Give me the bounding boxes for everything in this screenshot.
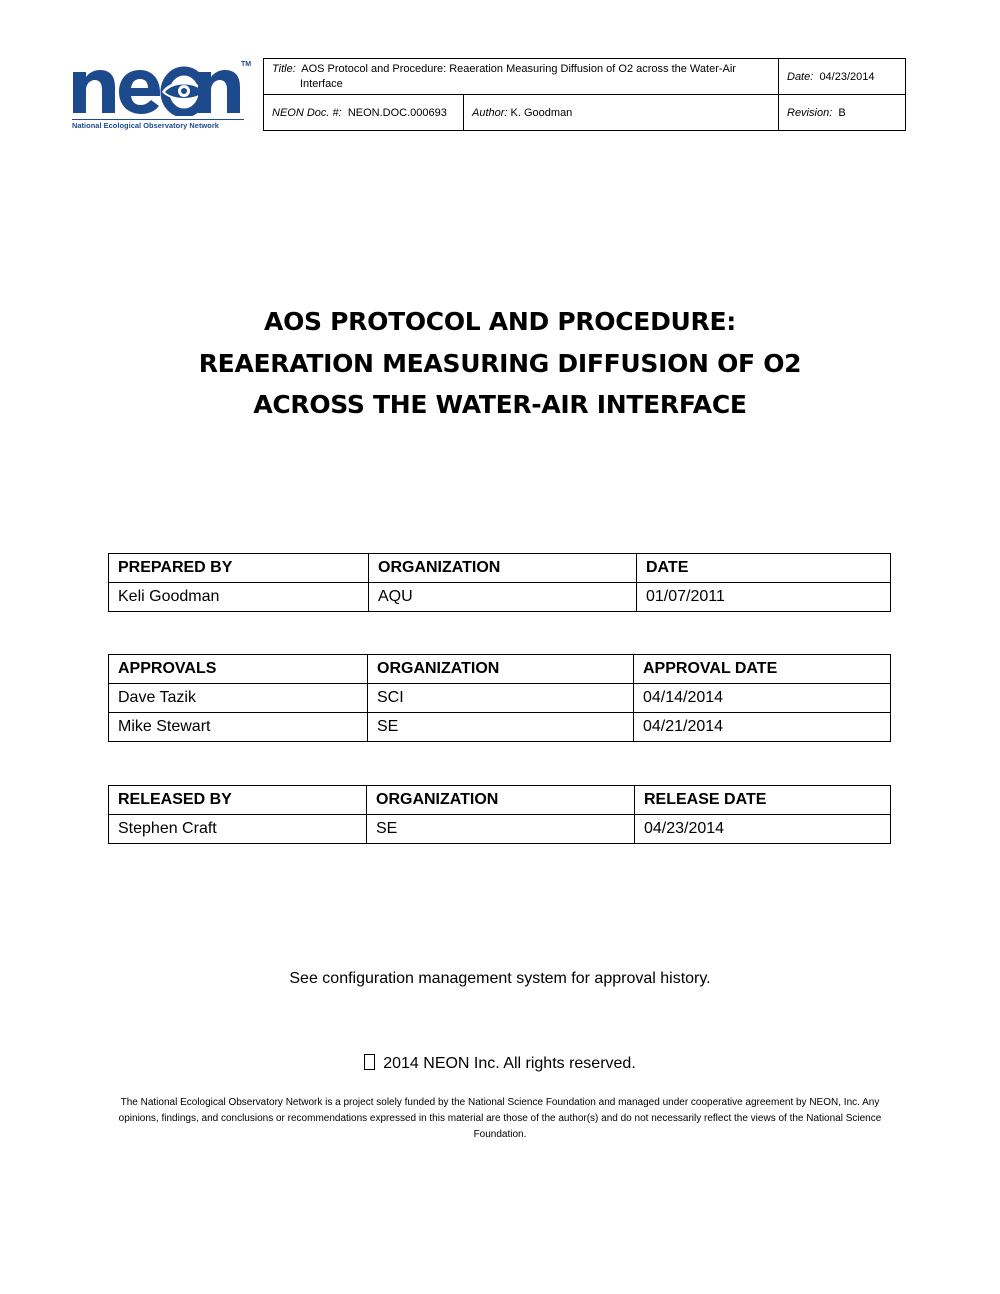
approval-name: Mike Stewart — [109, 713, 368, 742]
header-revision-value: B — [838, 106, 846, 119]
header-author-value: K. Goodman — [510, 106, 573, 119]
approval-date: 04/14/2014 — [634, 684, 891, 713]
document-title-line-3: ACROSS THE WATER-AIR INTERFACE — [253, 390, 747, 419]
approvals-header-date: APPROVAL DATE — [634, 655, 891, 684]
table-row — [109, 713, 891, 742]
approval-org: SE — [368, 713, 634, 742]
header-author-cell: Author: K. Goodman — [464, 95, 779, 131]
approvals-header-org: ORGANIZATION — [368, 655, 634, 684]
funding-disclaimer: The National Ecological Observatory Network is a project solely funded by the National Science Foundation and managed under cooperative agreement by NEON, Inc. Any opinions, findings, and conclusions or recommendations expressed in this material are those of the author(s) and do not necessarily reflect the views of the National Science Foundation. — [118, 1097, 882, 1140]
header-title-cell: Title: AOS Protocol and Procedure: Reaeration Measuring Diffusion of O2 across the Water-Air Interface — [264, 59, 779, 95]
header-doc-value: NEON.DOC.000693 — [347, 106, 447, 119]
prepared-name: Keli Goodman — [109, 583, 369, 612]
released-by-table — [108, 785, 891, 844]
header-date-value: 04/23/2014 — [819, 70, 875, 83]
neon-wordmark-graphic — [70, 58, 242, 116]
approvals-table — [108, 654, 891, 742]
table-row — [109, 684, 891, 713]
document-title-line-1: AOS PROTOCOL AND PROCEDURE: — [264, 307, 736, 336]
document-title — [0, 301, 1000, 426]
header-doc-label: NEON Doc. # — [272, 106, 339, 119]
header-revision-label: Revision — [787, 106, 830, 119]
released-name: Stephen Craft — [109, 815, 367, 844]
prepared-by-table — [108, 553, 891, 612]
approval-date: 04/21/2014 — [634, 713, 891, 742]
config-management-note: See configuration management system for approval history. — [289, 970, 711, 987]
released-header-org: ORGANIZATION — [367, 786, 635, 815]
copyright-symbol-icon — [364, 1054, 375, 1070]
released-date: 04/23/2014 — [635, 815, 891, 844]
document-title-line-2: REAERATION MEASURING DIFFUSION OF O2 — [198, 348, 802, 378]
approval-name: Dave Tazik — [109, 684, 368, 713]
released-header-name: RELEASED BY — [109, 786, 367, 815]
prepared-header-name: PREPARED BY — [109, 554, 369, 583]
header-title-label: Title — [272, 62, 293, 75]
copyright-line — [0, 1054, 1000, 1073]
header-date-label: Date — [787, 70, 811, 83]
table-row — [109, 583, 891, 612]
header-author-label: Author — [472, 106, 505, 119]
table-row — [109, 815, 891, 844]
prepared-date: 01/07/2011 — [637, 583, 891, 612]
prepared-header-org: ORGANIZATION — [369, 554, 637, 583]
trademark-mark: TM — [241, 61, 252, 68]
neon-logo — [70, 58, 250, 130]
header-doc-cell: NEON Doc. #: NEON.DOC.000693 — [264, 95, 464, 131]
logo-tagline: National Ecological Observatory Network — [72, 119, 244, 130]
header-title-value: AOS Protocol and Procedure: Reaeration Measuring Diffusion of O2 across the Water-Air Interface — [300, 62, 736, 90]
prepared-org: AQU — [369, 583, 637, 612]
released-header-date: RELEASE DATE — [635, 786, 891, 815]
released-org: SE — [367, 815, 635, 844]
header-date-cell: Date: 04/23/2014 — [779, 59, 906, 95]
copyright-text: 2014 NEON Inc. All rights reserved. — [383, 1055, 636, 1072]
approval-org: SCI — [368, 684, 634, 713]
approvals-header-name: APPROVALS — [109, 655, 368, 684]
document-header-table — [263, 58, 906, 131]
header-revision-cell: Revision: B — [779, 95, 906, 131]
prepared-header-date: DATE — [637, 554, 891, 583]
